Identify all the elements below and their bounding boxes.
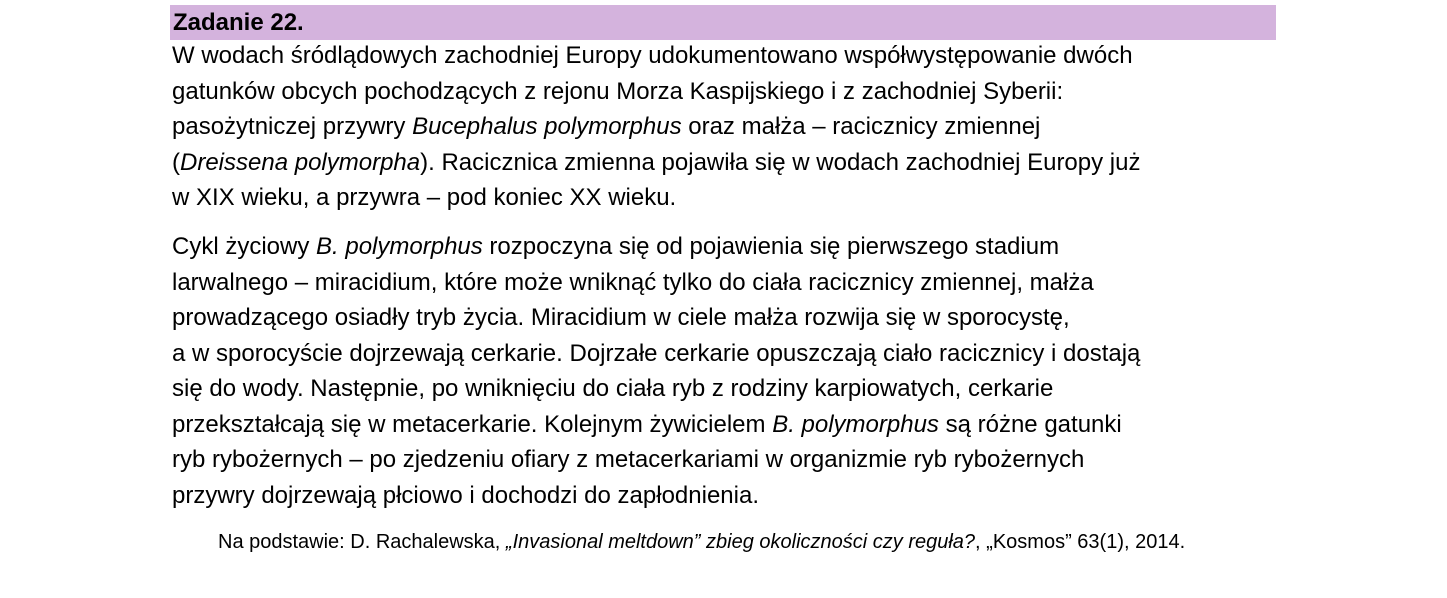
task-title: Zadanie 22.	[173, 9, 304, 36]
text-line: przekształcają się w metacerkarie. Kolejnym żywicielem B. polymorphus są różne gatunki	[172, 410, 1122, 438]
text-line: gatunków obcych pochodzących z rejonu Morza Kaspijskiego i z zachodniej Syberii:	[172, 77, 1064, 105]
text-line: prowadzącego osiadły tryb życia. Miracidium w ciele małża rozwija się w sporocystę,	[172, 304, 1070, 331]
lifecycle-paragraph	[172, 229, 1140, 513]
text-line: Cykl życiowy B. polymorphus rozpoczyna się od pojawienia się pierwszego stadium	[172, 233, 1060, 260]
text-line: W wodach śródlądowych zachodniej Europy udokumentowano współwystępowanie dwóch	[172, 42, 1133, 69]
text-line: ryb rybożernych – po zjedzeniu ofiary z metacerkariami w organizmie ryb rybożernych	[172, 446, 1085, 473]
text-line: (Dreissena polymorpha). Racicznica zmienna pojawiła się w wodach zachodniej Europy już	[172, 148, 1141, 176]
intro-paragraph	[172, 38, 1140, 216]
text-line: a w sporocyście dojrzewają cerkarie. Dojrzałe cerkarie opuszczają ciało racicznicy i dostają	[172, 339, 1141, 367]
text-line: się do wody. Następnie, po wniknięciu do ciała ryb z rodziny karpiowatych, cerkarie	[172, 375, 1054, 402]
text-line: pasożytniczej przywry Bucephalus polymorphus oraz małża – racicznicy zmiennej	[172, 113, 1041, 140]
task-header	[170, 5, 1276, 40]
text-line: przywry dojrzewają płciowo i dochodzi do zapłodnienia.	[172, 481, 759, 509]
species-name: B. polymorphus	[316, 233, 483, 260]
species-name: Bucephalus polymorphus	[412, 113, 682, 140]
species-name: B. polymorphus	[772, 410, 939, 438]
text-line: larwalnego – miracidium, które może wniknąć tylko do ciała racicznicy zmiennej, małża	[172, 268, 1094, 296]
text-line: w XIX wieku, a przywra – pod koniec XX wieku.	[172, 184, 677, 211]
source-citation: Na podstawie: D. Rachalewska, „Invasional meltdown” zbieg okoliczności czy reguła?, „Kosmos” 63(1), 2014.	[218, 531, 1186, 553]
source-title: „Invasional meltdown” zbieg okoliczności czy reguła?	[505, 531, 976, 553]
species-name: Dreissena polymorpha	[180, 148, 421, 176]
